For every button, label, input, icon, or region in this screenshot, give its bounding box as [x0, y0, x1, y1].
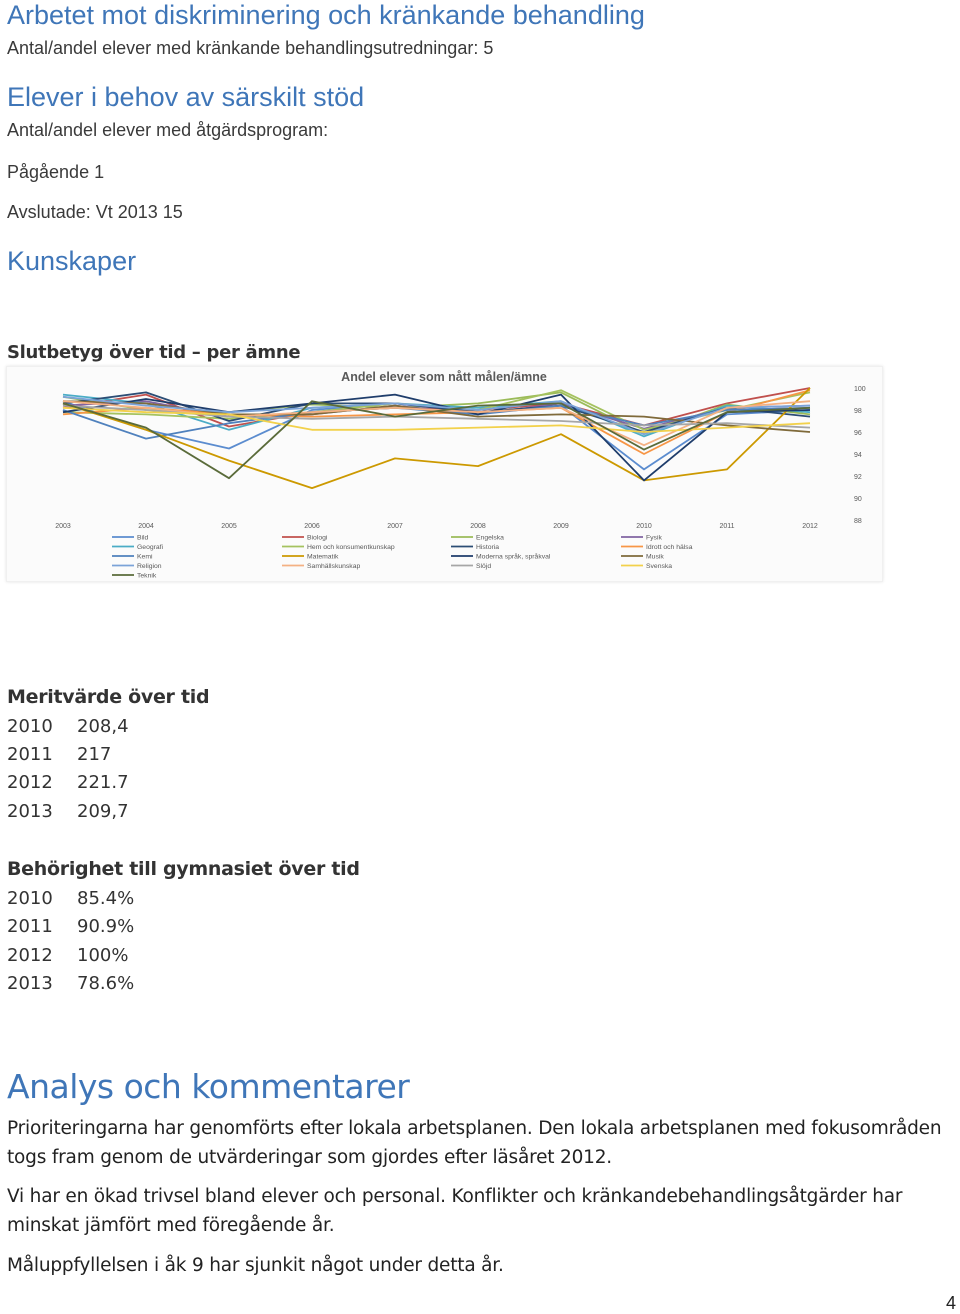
chart-canvas — [7, 367, 882, 581]
y-tick-label: 90 — [854, 496, 862, 503]
y-tick-label: 100 — [854, 386, 866, 393]
legend-label: Matematik — [307, 553, 339, 561]
merit-value: 217 — [77, 744, 112, 765]
merit-row — [7, 801, 129, 822]
analysis-paragraph-3: Måluppfyllelsen i åk 9 har sjunkit något under detta år. — [7, 1255, 504, 1276]
legend-label: Historia — [476, 544, 500, 551]
chart-heading: Slutbetyg över tid – per ämne — [7, 342, 301, 363]
legend-label: Geografi — [137, 544, 164, 551]
merit-year: 2012 — [7, 772, 53, 793]
eligibility-row — [7, 916, 134, 937]
merit-year: 2011 — [7, 744, 53, 765]
analysis-paragraph-1: Prioriteringarna har genomförts efter lokala arbetsplanen. Den lokala arbetsplanen med fokusområden togs fram genom de utvärderingar som gjordes efter läsåret 2012. — [7, 1118, 942, 1168]
y-tick-label: 88 — [854, 518, 862, 525]
merit-value: 221.7 — [77, 772, 129, 793]
eligibility-value: 78.6% — [77, 973, 135, 994]
legend-label: Idrott och hälsa — [646, 544, 693, 551]
eligibility-value: 100% — [77, 945, 129, 966]
legend-label: Musik — [646, 553, 664, 561]
merit-year: 2010 — [7, 716, 53, 737]
merit-row — [7, 716, 129, 737]
y-tick-label: 98 — [854, 408, 862, 415]
bullying-investigations-line: Antal/andel elever med kränkande behandlingsutredningar: 5 — [7, 38, 494, 58]
section-title-analysis: Analys och kommentarer — [7, 1067, 410, 1106]
x-tick-label: 2010 — [636, 523, 652, 530]
ongoing-line: Pågående 1 — [7, 162, 105, 182]
x-tick-label: 2009 — [553, 523, 569, 530]
eligibility-value: 85.4% — [77, 888, 135, 909]
legend-label: Engelska — [476, 534, 504, 542]
x-tick-label: 2008 — [470, 523, 486, 530]
x-tick-label: 2007 — [387, 523, 403, 530]
eligibility-heading: Behörighet till gymnasiet över tid — [7, 858, 360, 880]
eligibility-year: 2013 — [7, 973, 53, 994]
y-tick-label: 92 — [854, 474, 862, 481]
action-programs-line: Antal/andel elever med åtgärdsprogram: — [7, 120, 329, 140]
eligibility-value: 90.9% — [77, 916, 135, 937]
x-tick-label: 2011 — [719, 523, 735, 530]
subject-grades-chart — [6, 366, 883, 582]
x-tick-label: 2006 — [304, 523, 320, 530]
page-number: 4 — [946, 1293, 957, 1313]
legend-label: Kemi — [137, 553, 153, 561]
legend-label: Religion — [137, 563, 162, 570]
x-tick-label: 2005 — [221, 523, 237, 530]
x-tick-label: 2004 — [138, 523, 154, 530]
merit-value: 209,7 — [77, 801, 129, 822]
legend-label: Hem och konsumentkunskap — [307, 544, 395, 551]
merit-row — [7, 772, 129, 793]
completed-line: Avslutade: Vt 2013 15 — [7, 202, 183, 222]
merit-row — [7, 744, 111, 765]
legend-label: Biologi — [307, 534, 328, 542]
eligibility-row — [7, 973, 134, 994]
merit-year: 2013 — [7, 801, 53, 822]
eligibility-year: 2011 — [7, 916, 53, 937]
eligibility-year: 2010 — [7, 888, 53, 909]
legend-label: Samhällskunskap — [307, 563, 361, 570]
legend-label: Slöjd — [476, 563, 492, 570]
legend-label: Fysik — [646, 534, 662, 542]
legend-label: Moderna språk, språkval — [476, 553, 551, 561]
analysis-paragraph-2: Vi har en ökad trivsel bland elever och personal. Konflikter och kränkandebehandlingsåtgärder har minskat jämfört med föregående år. — [7, 1186, 903, 1236]
y-tick-label: 96 — [854, 430, 862, 437]
merit-value: 208,4 — [77, 716, 129, 737]
legend-label: Bild — [137, 534, 149, 542]
chart-title: Andel elever som nått målen/ämne — [341, 370, 547, 384]
legend-label: Teknik — [137, 572, 157, 580]
y-tick-label: 94 — [854, 452, 862, 459]
section-title-discrimination: Arbetet mot diskriminering och kränkande behandling — [7, 0, 645, 30]
x-tick-label: 2012 — [802, 523, 818, 530]
eligibility-row — [7, 888, 134, 909]
x-tick-label: 2003 — [55, 523, 71, 530]
eligibility-year: 2012 — [7, 945, 53, 966]
section-title-special-support: Elever i behov av särskilt stöd — [7, 82, 365, 112]
merit-heading: Meritvärde över tid — [7, 686, 210, 708]
legend-label: Svenska — [646, 563, 673, 570]
eligibility-row — [7, 945, 128, 966]
section-title-knowledge: Kunskaper — [7, 246, 137, 276]
